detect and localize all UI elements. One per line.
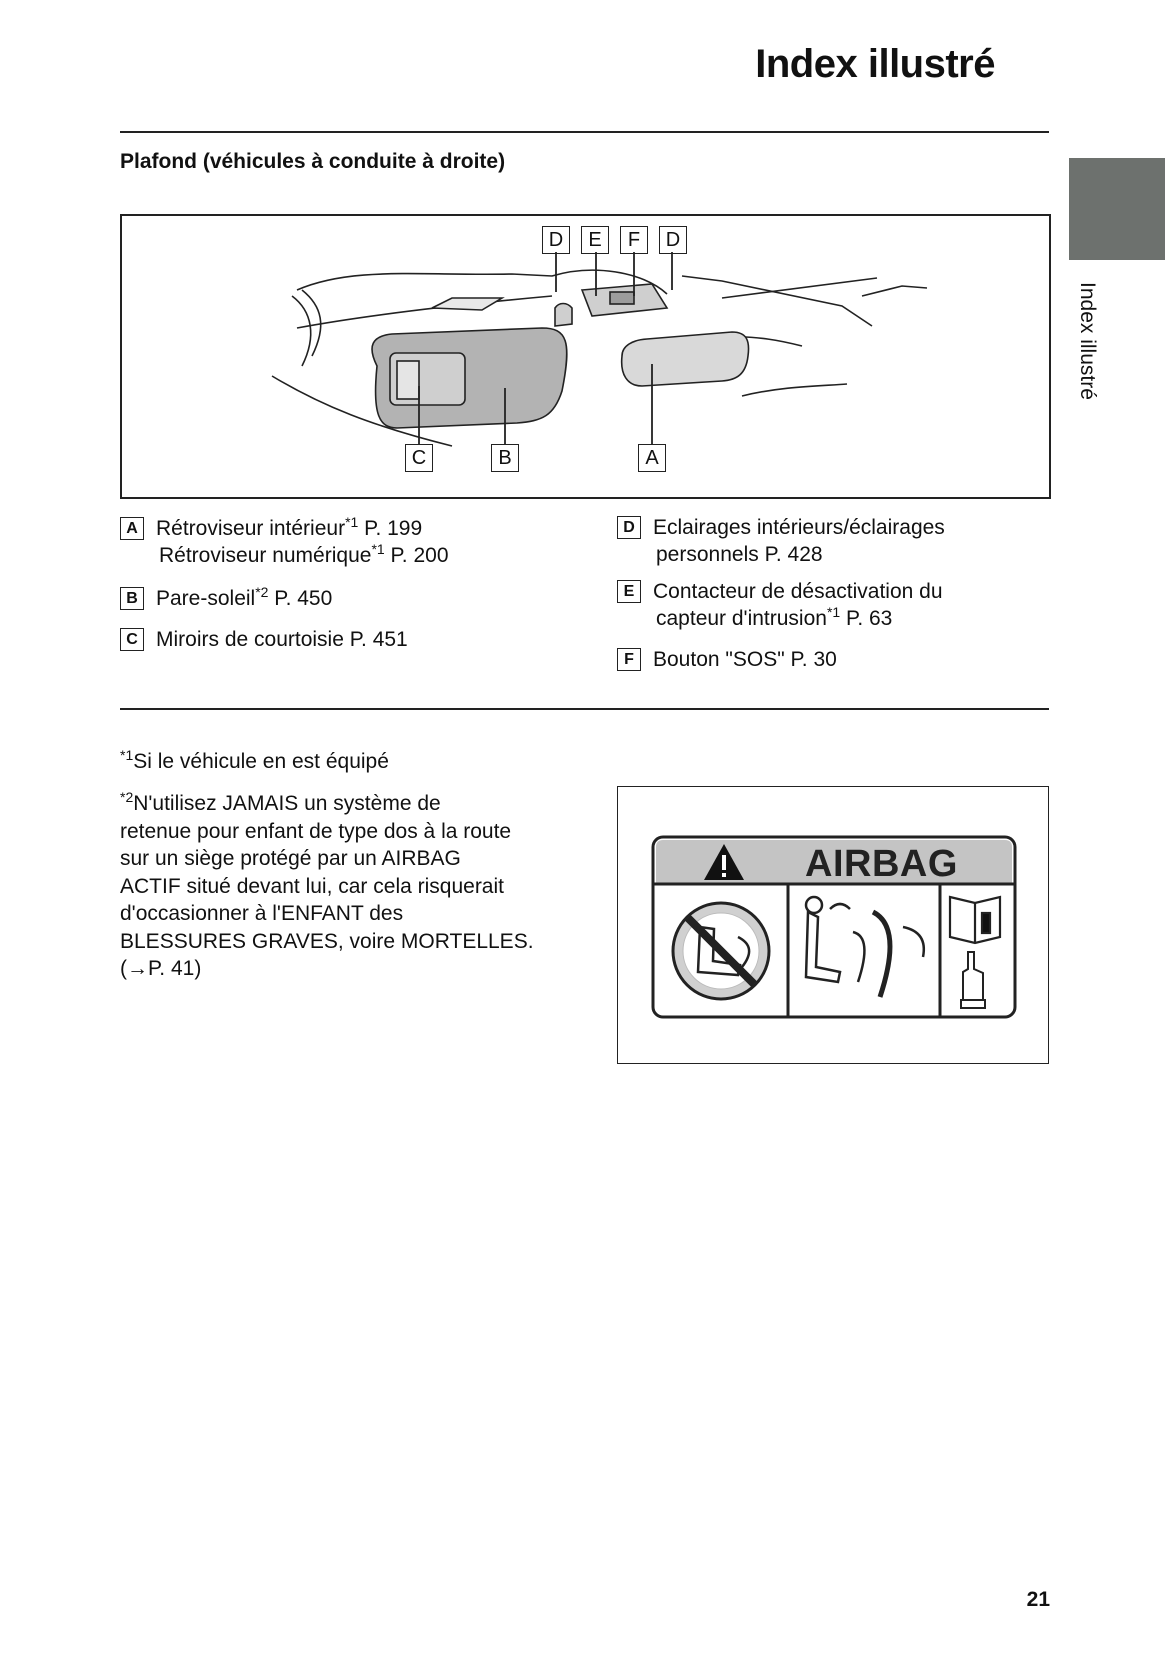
- footnote-line: retenue pour enfant de type dos à la route: [120, 819, 512, 843]
- mid-divider: [120, 708, 1049, 710]
- page-ref: P. 200: [384, 544, 449, 567]
- page-ref: P. 199: [358, 517, 423, 540]
- legend-item-e: [617, 578, 943, 632]
- legend-key-d: D: [617, 516, 641, 539]
- no-rear-facing-seat-icon: [673, 903, 769, 999]
- airbag-warning-graphic: [618, 787, 1048, 1063]
- callouts-top: [542, 226, 687, 254]
- footnote-line: ACTIF situé devant lui, car cela risquerait: [120, 874, 504, 898]
- legend-text: Miroirs de courtoisie P. 451: [156, 628, 408, 651]
- footnote-line: N'utilisez JAMAIS un système de: [133, 792, 441, 815]
- callout-a: A: [638, 444, 666, 472]
- top-divider: [120, 131, 1049, 133]
- chapter-tab: [1069, 158, 1165, 260]
- legend-text: Eclairages intérieurs/éclairages: [653, 516, 945, 539]
- footnote-line: d'occasionner à l'ENFANT des: [120, 902, 404, 925]
- footnote-mark: *1: [371, 541, 385, 557]
- footnote-line: BLESSURES GRAVES, voire MORTELLES.: [120, 929, 534, 953]
- footnote-mark: *1: [120, 747, 134, 763]
- legend-text: Contacteur de désactivation du: [653, 580, 943, 603]
- legend-item-b: [120, 585, 332, 612]
- page-ref: P. 450: [268, 587, 333, 610]
- legend-text: Pare-soleil: [156, 587, 256, 610]
- callout-d-right: D: [659, 226, 687, 254]
- callout-d: D: [542, 226, 570, 254]
- page-number: 21: [1026, 1588, 1050, 1611]
- callout-c: C: [405, 444, 433, 472]
- legend-item-a: [120, 515, 449, 569]
- ceiling-drawing: [122, 216, 1049, 497]
- callout-b: B: [491, 444, 519, 472]
- legend-text: capteur d'intrusion: [656, 607, 827, 630]
- footnote-2: [120, 790, 560, 983]
- legend-key-a: A: [120, 517, 144, 540]
- legend-key-b: B: [120, 587, 144, 610]
- callout-e: E: [581, 226, 609, 254]
- footnote-line: (→P. 41): [120, 957, 202, 980]
- legend-key-f: F: [617, 648, 641, 671]
- page-ref: P. 63: [840, 607, 893, 630]
- legend-text: personnels P. 428: [656, 543, 823, 566]
- section-heading: Plafond (véhicules à conduite à droite): [120, 150, 506, 173]
- callout-f: F: [620, 226, 648, 254]
- airbag-warning-label: [617, 786, 1049, 1064]
- legend-key-e: E: [617, 580, 641, 603]
- legend-key-c: C: [120, 628, 144, 651]
- page-title: Index illustré: [755, 42, 995, 86]
- footnote-mark: *1: [345, 514, 359, 530]
- footnote-line: sur un siège protégé par un AIRBAG: [120, 847, 461, 870]
- footnote-mark: *2: [255, 584, 269, 600]
- legend-item-d: [617, 514, 945, 568]
- legend-text: Rétroviseur intérieur: [156, 517, 346, 540]
- chapter-tab-label: Index illustré: [1076, 282, 1099, 400]
- footnote-1: [120, 748, 560, 776]
- footnote-mark: *2: [120, 789, 134, 805]
- footnote-text: Si le véhicule en est équipé: [133, 750, 389, 773]
- legend-item-c: [120, 626, 408, 653]
- legend-text: Bouton "SOS" P. 30: [653, 648, 837, 671]
- legend-item-f: [617, 646, 837, 673]
- ceiling-illustration: [120, 214, 1051, 499]
- airbag-text: AIRBAG: [805, 843, 958, 885]
- legend-text: Rétroviseur numérique: [159, 544, 372, 567]
- footnote-mark: *1: [826, 604, 841, 620]
